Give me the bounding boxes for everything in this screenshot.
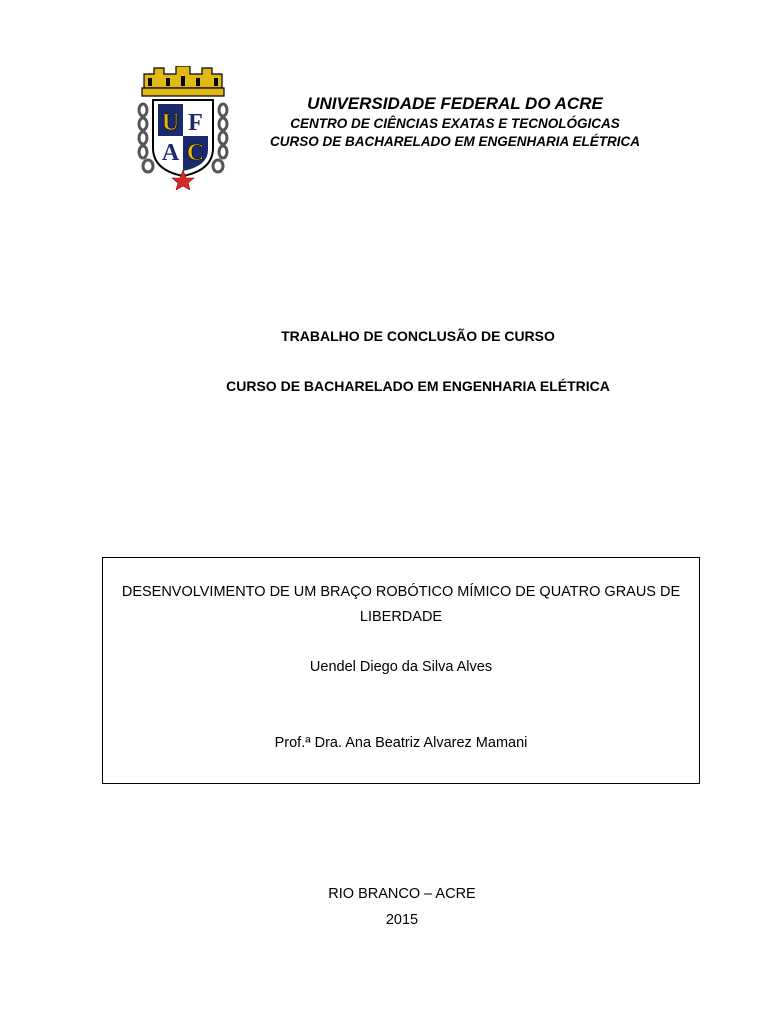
year-label: 2015 <box>385 912 419 928</box>
svg-text:U: U <box>161 110 180 136</box>
document-type-label: TRABALHO DE CONCLUSÃO DE CURSO <box>281 328 555 344</box>
place-label: RIO BRANCO – ACRE <box>328 886 476 902</box>
crown-icon <box>142 66 224 96</box>
shield-icon <box>153 100 213 176</box>
svg-text:C: C <box>186 140 205 166</box>
center-name: CENTRO DE CIÊNCIAS EXATAS E TECNOLÓGICAS <box>290 116 620 131</box>
title-box <box>102 557 700 784</box>
svg-text:F: F <box>188 110 203 136</box>
advisor-name: Prof.ª Dra. Ana Beatriz Alvarez Mamani <box>274 735 528 751</box>
institution-header <box>250 93 660 151</box>
university-crest-logo <box>136 66 230 190</box>
course-name-header: CURSO DE BACHARELADO EM ENGENHARIA ELÉTRICA <box>269 134 640 149</box>
course-label: CURSO DE BACHARELADO EM ENGENHARIA ELÉTRICA <box>226 378 610 394</box>
thesis-title: DESENVOLVIMENTO DE UM BRAÇO ROBÓTICO MÍMICO DE QUATRO GRAUS DE LIBERDADE <box>121 584 681 625</box>
svg-text:A: A <box>161 140 180 166</box>
author-name: Uendel Diego da Silva Alves <box>309 659 493 675</box>
university-name: UNIVERSIDADE FEDERAL DO ACRE <box>307 94 603 113</box>
